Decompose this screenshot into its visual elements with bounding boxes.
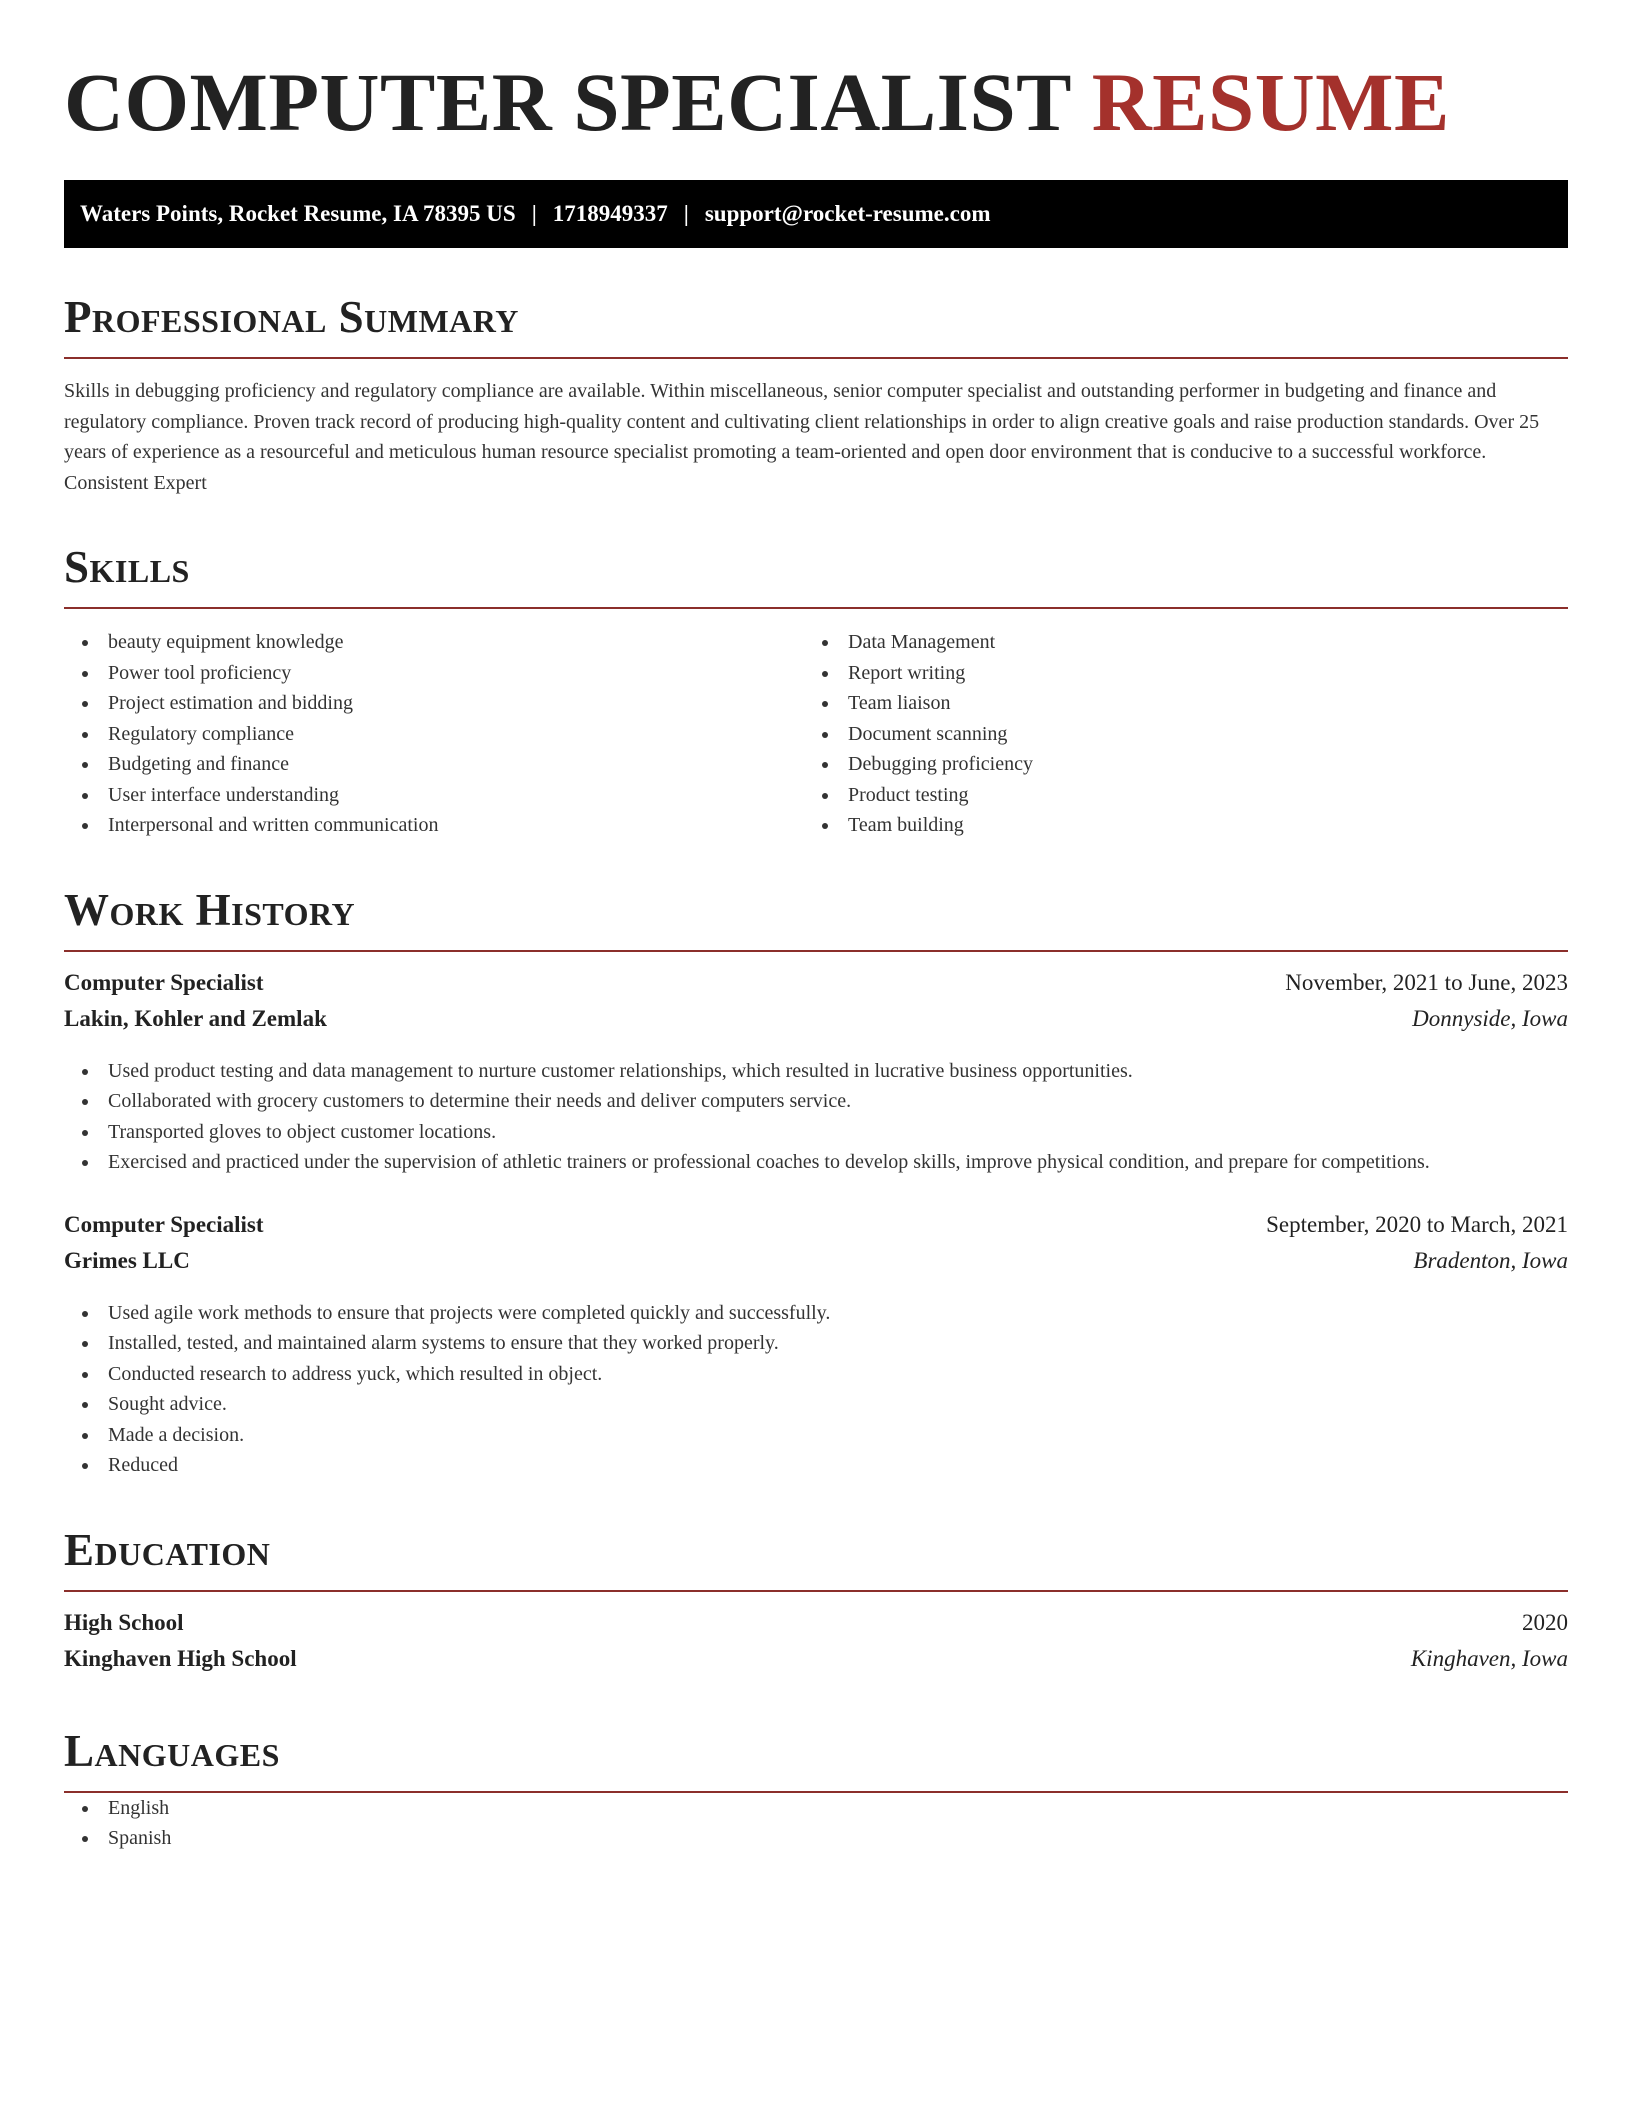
- education-school-row: [64, 1646, 1568, 1682]
- education-entry: [64, 1610, 1568, 1682]
- skill-item: Interpersonal and written communication: [64, 810, 804, 841]
- job-bullet: Sought advice.: [64, 1389, 1568, 1420]
- job-header-row: [64, 970, 1568, 1006]
- skills-heading: Skills: [64, 542, 190, 592]
- summary-text: Skills in debugging proficiency and regulatory compliance are available. Within miscellaneous, senior computer specialist and outstanding performer in budgeting and finance and regulatory compliance. Proven track record of producing high-quality content and cultivating client relationships in order to align creative goals and raise production standards. Over 25 years of experience as a resourceful and meticulous human resource specialist promoting a team-oriented and open door environment that is conducive to a successful workforce. Consistent Expert: [64, 380, 1540, 494]
- language-item: English: [64, 1793, 1568, 1824]
- job-location: Bradenton, Iowa: [1413, 1247, 1568, 1273]
- contact-separator: |: [531, 201, 537, 226]
- title-main: COMPUTER SPECIALIST: [64, 56, 1071, 148]
- job-entry: [64, 970, 1568, 1178]
- section-divider: [64, 950, 1568, 952]
- job-bullets: [64, 1056, 1568, 1178]
- contact-address: Waters Points, Rocket Resume, IA 78395 US: [80, 201, 516, 226]
- title-accent: RESUME: [1091, 56, 1450, 148]
- contact-email: support@rocket-resume.com: [704, 201, 991, 226]
- contact-bar: [64, 180, 1568, 248]
- job-bullet: Transported gloves to object customer locations.: [64, 1117, 1568, 1148]
- languages-heading: Languages: [64, 1725, 280, 1776]
- job-location: Donnyside, Iowa: [1412, 1005, 1568, 1031]
- skill-item: beauty equipment knowledge: [64, 627, 804, 658]
- education-degree: High School: [64, 1609, 184, 1635]
- job-bullet: Collaborated with grocery customers to determine their needs and deliver computers service.: [64, 1086, 1568, 1117]
- job-dates: November, 2021 to June, 2023: [1285, 969, 1568, 995]
- job-bullet: Installed, tested, and maintained alarm systems to ensure that they worked properly.: [64, 1328, 1568, 1359]
- skill-item: User interface understanding: [64, 780, 804, 811]
- language-item: Spanish: [64, 1823, 1568, 1854]
- skill-item: Report writing: [804, 658, 1568, 689]
- skill-item: Team liaison: [804, 688, 1568, 719]
- skill-item: Product testing: [804, 780, 1568, 811]
- education-school: Kinghaven High School: [64, 1645, 297, 1671]
- skills-list-right: [804, 627, 1568, 841]
- summary-section: [64, 292, 1568, 498]
- resume-title: [64, 52, 1568, 152]
- job-bullet: Reduced: [64, 1450, 1568, 1481]
- skill-item: Debugging proficiency: [804, 749, 1568, 780]
- contact-separator: |: [683, 201, 689, 226]
- skills-grid: [64, 627, 1568, 841]
- job-company: Grimes LLC: [64, 1247, 190, 1273]
- job-company-row: [64, 1006, 1568, 1042]
- job-bullet: Used agile work methods to ensure that projects were completed quickly and successfully.: [64, 1298, 1568, 1329]
- job-title: Computer Specialist: [64, 1211, 264, 1237]
- work-history-heading: Work History: [64, 884, 356, 935]
- skills-list-left: [64, 627, 804, 841]
- job-entry: [64, 1212, 1568, 1481]
- skill-item: Budgeting and finance: [64, 749, 804, 780]
- job-bullet: Made a decision.: [64, 1420, 1568, 1451]
- skills-section: [64, 542, 1568, 841]
- education-location: Kinghaven, Iowa: [1410, 1645, 1568, 1671]
- job-bullet: Used product testing and data management to nurture customer relationships, which resulted in lucrative business opportunities.: [64, 1056, 1568, 1087]
- summary-heading: Professional Summary: [64, 292, 519, 342]
- education-heading: Education: [64, 1524, 271, 1575]
- job-company: Lakin, Kohler and Zemlak: [64, 1005, 327, 1031]
- contact-phone: 1718949337: [552, 201, 668, 226]
- work-history-section: [64, 885, 1568, 1481]
- skill-item: Project estimation and bidding: [64, 688, 804, 719]
- skill-item: Regulatory compliance: [64, 719, 804, 750]
- skill-item: Team building: [804, 810, 1568, 841]
- section-divider: [64, 357, 1568, 359]
- education-year: 2020: [1522, 1609, 1568, 1635]
- section-divider: [64, 1590, 1568, 1592]
- job-title: Computer Specialist: [64, 969, 264, 995]
- job-bullet: Conducted research to address yuck, which resulted in object.: [64, 1359, 1568, 1390]
- languages-section: [64, 1726, 1568, 1854]
- skill-item: Document scanning: [804, 719, 1568, 750]
- job-header-row: [64, 1212, 1568, 1248]
- education-section: [64, 1525, 1568, 1682]
- job-bullet: Exercised and practiced under the supervision of athletic trainers or professional coaches to develop skills, improve physical condition, and prepare for competitions.: [64, 1147, 1568, 1178]
- section-divider: [64, 607, 1568, 609]
- skill-item: Data Management: [804, 627, 1568, 658]
- skill-item: Power tool proficiency: [64, 658, 804, 689]
- education-degree-row: [64, 1610, 1568, 1646]
- languages-list: [64, 1793, 1568, 1854]
- job-bullets: [64, 1298, 1568, 1481]
- job-dates: September, 2020 to March, 2021: [1266, 1211, 1568, 1237]
- job-company-row: [64, 1248, 1568, 1284]
